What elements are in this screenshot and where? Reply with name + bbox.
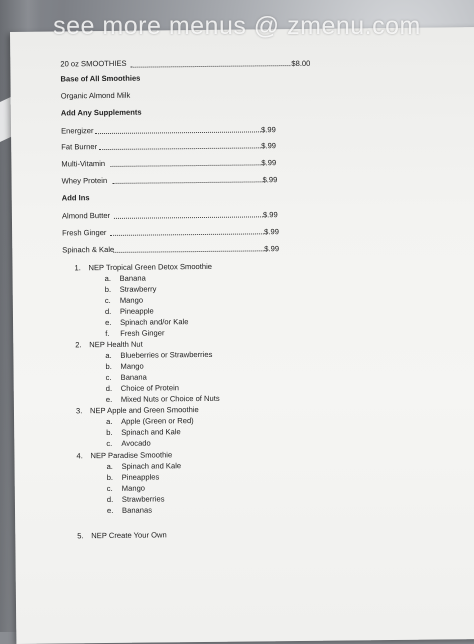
supplement-price: $.99 [260,125,276,135]
ingredient-item: f. Fresh Ginger [105,328,165,339]
dot-leader [99,147,261,150]
ingredient-item: b. Spinach and Kale [106,427,181,438]
dot-leader [95,131,261,134]
menu-page [10,27,474,644]
addins-heading: Add Ins [61,193,90,203]
ingredient-item: a. Spinach and Kale [106,461,182,472]
supplement-price: $.99 [261,158,277,168]
supplement-name: Energizer [60,126,94,136]
dot-leader [113,181,263,184]
smoothie-price: $8.00 [291,58,311,69]
addin-price: $.99 [264,227,279,237]
supplement-price: $.99 [262,175,278,185]
ingredient-item: e. Spinach and/or Kale [105,317,189,328]
ingredient-item: b. Strawberry [104,284,157,295]
ingredient-item: d. Strawberries [106,494,165,505]
smoothie-title: 1. NEP Tropical Green Detox Smoothie [74,261,213,273]
dot-leader [130,65,290,68]
addin-price: $.99 [262,210,278,220]
addin-name: Spinach & Kale [62,244,115,255]
ingredient-item: d. Choice of Protein [105,383,180,394]
smoothie-title: 5. NEP Create Your Own [77,530,167,541]
ingredient-item: b. Mango [105,361,144,372]
section-title: 20 oz SMOOTHIES [60,58,127,69]
ingredient-item: e. Bananas [106,505,153,516]
ingredient-item: a. Banana [104,273,146,284]
smoothie-title: 2. NEP Health Nut [75,339,143,350]
base-item: Organic Almond Milk [60,90,131,101]
ingredient-item: e. Mixed Nuts or Choice of Nuts [105,393,220,405]
smoothie-title: 3. NEP Apple and Green Smoothie [75,405,199,416]
supplement-name: Multi-Vitamin [61,159,106,169]
supplements-heading: Add Any Supplements [60,107,142,118]
watermark-text: see more menus @ zmenu.com [53,12,421,40]
addin-name: Fresh Ginger [62,228,107,238]
ingredient-item: c. Banana [105,372,147,383]
dot-leader [114,216,263,219]
smoothie-title: 4. NEP Paradise Smoothie [76,450,173,461]
dot-leader [110,233,264,236]
supplement-name: Fat Burner [61,142,98,152]
dot-leader [110,164,261,167]
ingredient-item: c. Mango [104,295,144,306]
ingredient-item: a. Apple (Green or Red) [106,416,194,427]
base-heading: Base of All Smoothies [60,73,141,84]
supplement-name: Whey Protein [61,175,108,186]
dot-leader [113,250,264,253]
ingredient-item: c. Avocado [106,438,151,449]
supplement-price: $.99 [261,141,277,151]
menu-content [10,27,474,644]
addin-price: $.99 [264,244,280,254]
ingredient-item: d. Pineapple [104,306,154,317]
ingredient-item: c. Mango [106,483,146,494]
ingredient-item: a. Blueberries or Strawberries [105,349,213,361]
addin-name: Almond Butter [61,210,111,221]
ingredient-item: b. Pineapples [106,472,160,483]
